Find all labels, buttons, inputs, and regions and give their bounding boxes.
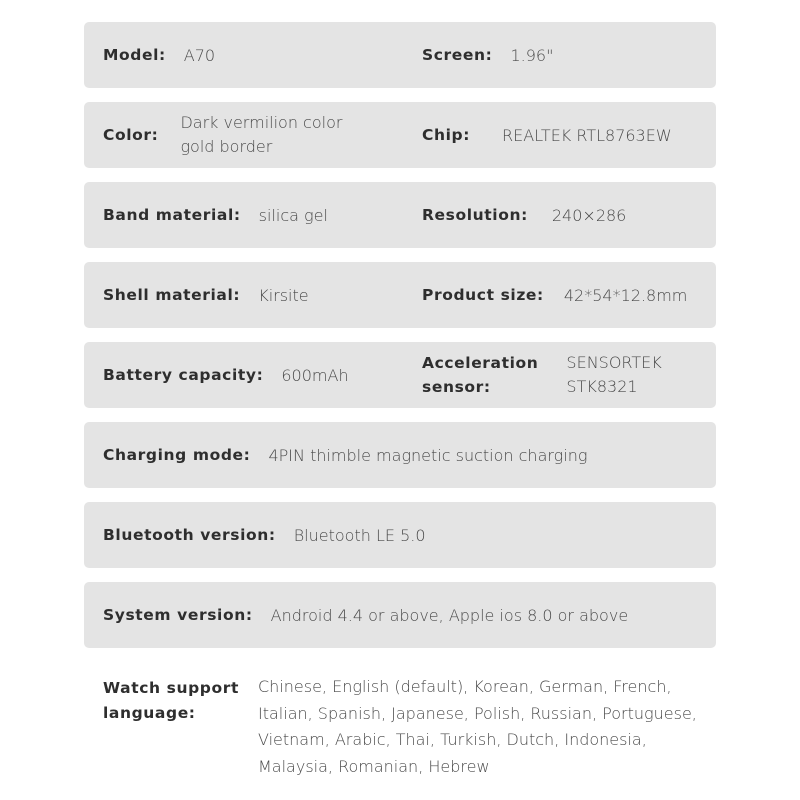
spec-value-line: gold border xyxy=(180,137,273,156)
spec-value: 4PIN thimble magnetic suction charging xyxy=(268,445,588,465)
spec-label: Screen: xyxy=(422,46,493,64)
spec-shell-material xyxy=(103,262,309,328)
spec-value xyxy=(180,111,342,159)
language-list: Chinese, English (default), Korean, German, French, Italian, Spanish, Japanese, Polish, Russian, Portuguese, Vietnam, Arabic, Thai, Turkish, Dutch, Indonesia, Malaysia, Romanian, Hebrew xyxy=(258,677,697,776)
spec-row-color-chip xyxy=(84,102,716,168)
spec-resolution xyxy=(422,182,626,248)
spec-row-band-resolution xyxy=(84,182,716,248)
spec-label: Charging mode: xyxy=(103,446,251,464)
spec-label: Color: xyxy=(103,126,159,144)
spec-row-charging-mode xyxy=(84,422,716,488)
spec-label: Chip: xyxy=(422,126,471,144)
spec-charging-mode xyxy=(103,422,587,488)
spec-value: 240×286 xyxy=(551,205,627,225)
spec-product-size xyxy=(422,262,687,328)
spec-label xyxy=(422,351,538,399)
spec-label: Battery capacity: xyxy=(103,366,264,384)
spec-acceleration-sensor xyxy=(422,342,662,408)
spec-label: Model: xyxy=(103,46,166,64)
spec-battery-capacity xyxy=(103,342,349,408)
spec-row-bluetooth-version xyxy=(84,502,716,568)
spec-model xyxy=(103,22,215,88)
spec-label-line: Acceleration xyxy=(422,354,539,372)
spec-label-line: sensor: xyxy=(422,378,491,396)
spec-label: Bluetooth version: xyxy=(103,526,276,544)
spec-label-line: Watch support xyxy=(103,679,239,697)
spec-value: Bluetooth LE 5.0 xyxy=(293,525,426,545)
spec-label xyxy=(103,676,253,726)
spec-row-battery-sensor xyxy=(84,342,716,408)
spec-label: Band material: xyxy=(103,206,241,224)
spec-label: Shell material: xyxy=(103,286,241,304)
spec-label: Product size: xyxy=(422,286,544,304)
spec-band-material xyxy=(103,182,328,248)
spec-value: Android 4.4 or above, Apple ios 8.0 or above xyxy=(270,605,629,625)
spec-screen xyxy=(422,22,553,88)
spec-row-system-version xyxy=(84,582,716,648)
spec-label: Resolution: xyxy=(422,206,528,224)
spec-chip xyxy=(422,102,672,168)
spec-label-line: language: xyxy=(103,704,196,722)
spec-value-line: SENSORTEK xyxy=(566,353,662,372)
spec-value-line: STK8321 xyxy=(566,377,638,396)
spec-system-version xyxy=(103,582,628,648)
spec-value: silica gel xyxy=(258,205,328,225)
spec-bluetooth-version xyxy=(103,502,426,568)
spec-value-line: Dark vermilion color xyxy=(180,113,343,132)
spec-value: Kirsite xyxy=(258,285,309,305)
spec-value: 600mAh xyxy=(281,365,349,385)
spec-value: A70 xyxy=(183,45,216,65)
spec-value: REALTEK RTL8763EW xyxy=(502,125,672,145)
spec-value: 42*54*12.8mm xyxy=(563,285,688,305)
spec-row-model-screen xyxy=(84,22,716,88)
spec-value xyxy=(566,351,661,399)
spec-label: System version: xyxy=(103,606,253,624)
spec-value: 1.96" xyxy=(510,45,554,65)
spec-color xyxy=(103,102,342,168)
spec-row-shell-size xyxy=(84,262,716,328)
